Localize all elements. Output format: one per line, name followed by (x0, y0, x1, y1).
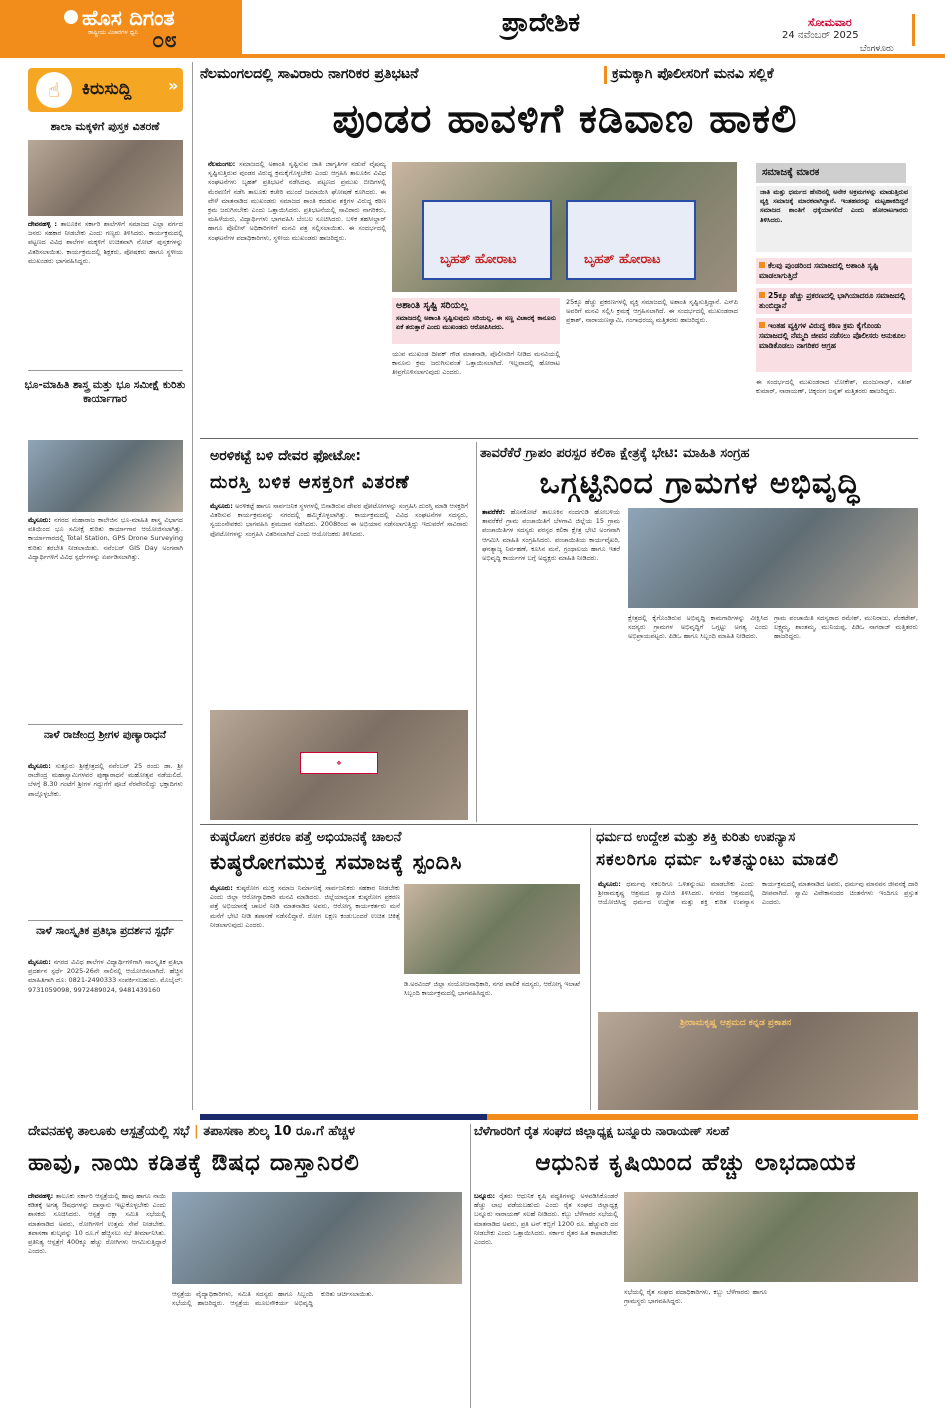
lead-dateline: ನೆಲಮಂಗಲ: (208, 160, 236, 168)
dharma-body (598, 880, 918, 1006)
kicker-separator: | (193, 1124, 199, 1139)
dharma-kicker: ಧರ್ಮದ ಉದ್ದೇಶ ಮತ್ತು ಶಕ್ತಿ ಕುರಿತು ಉಪನ್ಯಾಸ (596, 830, 796, 845)
dharma-dateline: ಮೈಸೂರು: (598, 880, 621, 888)
dharma-text: ಧರ್ಮವು ಸಕಲರಿಗೂ ಒಳಿತನ್ನುಂಟು ಮಾಡಬೇಕು ಎಂದು ಶ್ರೀರಾಮಕೃಷ್ಣ ಆಶ್ರಮದ ಸ್ವಾಮೀಜಿ ತಿಳಿಸಿದರು. ನಗರದ ಆಶ್ರಮದಲ್ಲಿ ಆಯೋಜಿಸಿದ್ದ ಧರ್ಮದ ಉದ್ದೇಶ ಮತ್ತು ಶಕ್ತಿ ಕುರಿತ ಉಪನ್ಯಾಸ ಕಾರ್ಯಕ್ರಮದಲ್ಲಿ ಮಾತನಾಡಿದ ಅವರು, ಧರ್ಮವು ಮಾನವನ ಜೀವನಕ್ಕೆ ದಾರಿ ದೀಪವಾಗಿದೆ. ಸ್ವಾಮಿ ವಿವೇಕಾನಂದರ ಚಿಂತನೆಗಳು ಇಂದಿಗೂ ಪ್ರಸ್ತುತ ಎಂದರು. (598, 880, 918, 907)
protest-banner-2 (566, 200, 696, 280)
lead-headline: ಪುಂಡರ ಹಾವಳಿಗೆ ಕಡಿವಾಣ ಹಾಕಲಿ (332, 96, 798, 142)
left-story-1-dateline: ದೇವನಹಳ್ಳಿ : (28, 220, 57, 228)
samaj-bullet-2: 25ಕ್ಕೂ ಹೆಚ್ಚು ಪ್ರಕರಣದಲ್ಲಿ ಭಾಗಿಯಾದರೂ ಸಮಾಜದಲ್ಲಿ ತುಂಬಿದ್ದಾನೆ (756, 288, 912, 314)
arali-body (210, 502, 468, 704)
left-story-4-dateline: ಮೈಸೂರು: (28, 958, 51, 966)
devanahalli-headline: ಹಾವು, ನಾಯಿ ಕಡಿತಕ್ಕೆ ಔಷಧ ದಾಸ್ತಾನಿರಲಿ (28, 1150, 360, 1176)
registration-marks-left (92, 1410, 124, 1419)
protest-banner-1-text: ಬೃಹತ್ ಹೋರಾಟ (440, 252, 517, 267)
column-rule (470, 1124, 471, 1408)
lead-text-1: ಸಮಾಜದಲ್ಲಿ ಅಶಾಂತಿ ಸೃಷ್ಟಿಸುವ ಜಾತಿ ಜಾಗೃತಿಗಳ ನಡುವೆ ವೈಷಮ್ಯ ಸೃಷ್ಟಿಸುತ್ತಿರುವ ಪುಂಡರ ವಿರುದ್ಧ ಕ್ರಮಕೈಗೊಳ್ಳಬೇಕು ಎಂದು ಆಗ್ರಹಿಸಿ ತಾಲೂಕಿನ ವಿವಿಧ ಸಂಘಟನೆಗಳು ಬೃಹತ್ ಪ್ರತಿಭಟನೆ ನಡೆಸಿದವು. ಪಟ್ಟಣದ ಪ್ರಮುಖ ಬೀದಿಗಳಲ್ಲಿ ಮೆರವಣಿಗೆ ನಡೆಸಿ ತಾಲೂಕು ಕಚೇರಿ ಮುಂದೆ ಜಮಾಯಿಸಿ ಘೋಷಣೆ ಕೂಗಿದರು. ಈ ವೇಳೆ ಮಾತನಾಡಿದ ಮುಖಂಡರು ಸಮಾಜದ ಶಾಂತಿ ಕದಡುವ ಶಕ್ತಿಗಳ ವಿರುದ್ಧ ಕಠಿಣ ಕ್ರಮ ಜರುಗಿಸಬೇಕು ಎಂದು ಒತ್ತಾಯಿಸಿದರು. (208, 160, 386, 215)
devanahalli-kicker (28, 1124, 468, 1139)
masthead-tagline: ರಾಷ್ಟ್ರೀಯ ವಿಚಾರಗಳ ಧ್ವನಿ (88, 29, 139, 36)
lead-text-2: ಪ್ರತಿಭಟನೆಯಲ್ಲಿ ಸಾವಿರಾರು ನಾಗರಿಕರು, ಮಹಿಳೆಯರು, ವಿದ್ಯಾರ್ಥಿಗಳು ಭಾಗವಹಿಸಿ ಬೆಂಬಲ ಸೂಚಿಸಿದರು. ಬಳಿಕ ತಹಸೀಲ್ದಾರ್ ಹಾಗೂ ಪೊಲೀಸ್ ಅಧಿಕಾರಿಗಳಿಗೆ ಮನವಿ ಪತ್ರ ಸಲ್ಲಿಸಲಾಯಿತು. ಈ ಸಂದರ್ಭದಲ್ಲಿ ಸಂಘಟನೆಗಳ ಪದಾಧಿಕಾರಿಗಳು, ಸ್ಥಳೀಯ ಮುಖಂಡರು ಹಾಜರಿದ್ದರು. (208, 206, 386, 242)
arali-kicker: ಅರಳಿಕಟ್ಟೆ ಬಳಿ ದೇವರ ಫೋಟೋ: (210, 448, 362, 464)
kushta-text: ಕುಷ್ಠರೋಗ ಮುಕ್ತ ಸಮಾಜ ನಿರ್ಮಾಣಕ್ಕೆ ಸಾರ್ವಜನಿಕರು ಸಹಕಾರ ನೀಡಬೇಕು ಎಂದು ಜಿಲ್ಲಾ ಆರೋಗ್ಯಾಧಿಕಾರಿ ಮನವಿ ಮಾಡಿದರು. ಜಿಲ್ಲೆಯಾದ್ಯಂತ ಕುಷ್ಠರೋಗ ಪ್ರಕರಣ ಪತ್ತೆ ಅಭಿಯಾನಕ್ಕೆ ಚಾಲನೆ ನೀಡಿ ಮಾತನಾಡಿದ ಅವರು, ಆರೋಗ್ಯ ಕಾರ್ಯಕರ್ತರು ಮನೆ ಮನೆಗೆ ಭೇಟಿ ನೀಡಿ ತಪಾಸಣೆ ನಡೆಸಲಿದ್ದಾರೆ. ರೋಗ ಲಕ್ಷಣ ಕಂಡುಬಂದರೆ ಉಚಿತ ಚಿಕಿತ್ಸೆ ನೀಡಲಾಗುವುದು ಎಂದರು. (210, 884, 400, 929)
devanahalli-kicker-2: ತಪಾಸಣಾ ಶುಲ್ಕ 10 ರೂ.ಗೆ ಹೆಚ್ಚಳ (203, 1124, 355, 1139)
kushta-text-2: ಡಿ.ಅರವಿಂದ್ ಜಿಲ್ಲಾ ಸಂಯೋಜನಾಧಿಕಾರಿ, ನಗರ ಪಾಲಿಕೆ ಸದಸ್ಯರು, ಆರೋಗ್ಯ ಇಲಾಖೆ ಸಿಬ್ಬಂದಿ ಕಾರ್ಯಕ್ರಮದಲ್ಲಿ ಭಾಗವಹಿಸಿದ್ದರು. (404, 980, 580, 998)
tavare-text-3: ಗ್ರಾಮ ಪಂಚಾಯಿತಿ ಸದಸ್ಯರಾದ ರಮೇಶ್, ಮುನಿರಾಜು, ವೆಂಕಟೇಶ್, ಲಕ್ಷ್ಮಮ್ಮ, ಶಾಂತಮ್ಮ, ಮುನಿಯಪ್ಪ, ಪಿಡಿಒ ನಾಗರಾಜ್ ಮತ್ತಿತರರು ಹಾಜರಿದ್ದರು. (774, 614, 918, 641)
left-story-2-photo (28, 440, 183, 512)
pull-quote-text: ಸಮಾಜದಲ್ಲಿ ಅಶಾಂತಿ ಸೃಷ್ಟಿಸುವುದು ಸರಿಯಲ್ಲ. ಈ ಸಣ್ಣ ವಿಚಾರಕ್ಕೆ ಕಾನೂನು ಏಕೆ ತರುತ್ತಾರೆ ಎಂದು ಮುಖಂಡರು ಆರೋಪಿಸಿದರು. (396, 314, 556, 332)
krishi-dateline: ಬನ್ನೂರು: (474, 1192, 496, 1200)
tavare-dateline: ತಾವರೆಕೆರೆ: (482, 508, 506, 516)
dharma-headline: ಸಕಲರಿಗೂ ಧರ್ಮ ಒಳಿತನ್ನುಂಟು ಮಾಡಲಿ (596, 850, 840, 870)
krishi-photo (624, 1192, 918, 1282)
left-story-4-body (28, 958, 183, 1108)
samaj-bullet-3: ಇಂತಹ ವ್ಯಕ್ತಿಗಳ ವಿರುದ್ಧ ಕಠಿಣ ಕ್ರಮ ಕೈಗೊಂಡು ಸಮಾಜದಲ್ಲಿ ನೆಮ್ಮದಿ ಜೀವನ ನಡೆಸಲು ಪೊಲೀಸರು ಅನುಕೂಲ ಮಾಡಿಕೊಡಲು ನಾಗರಿಕರ ಆಗ್ರಹ (756, 318, 912, 372)
krishi-headline: ಆಧುನಿಕ ಕೃಷಿಯಿಂದ ಹೆಚ್ಚು ಲಾಭದಾಯಕ (535, 1150, 857, 1176)
kushta-kicker: ಕುಷ್ಠರೋಗ ಪ್ರಕರಣ ಪತ್ತೆ ಅಭಿಯಾನಕ್ಕೆ ಚಾಲನೆ (210, 830, 402, 845)
arali-text: ಅರಳಿಕಟ್ಟೆ ಹಾಗೂ ಸಾರ್ವಜನಿಕ ಸ್ಥಳಗಳಲ್ಲಿ ಬಿಸಾಡಿರುವ ದೇವರ ಫೋಟೋಗಳನ್ನು ಸಂಗ್ರಹಿಸಿ ದುರಸ್ತಿ ಮಾಡಿ ಆಸಕ್ತರಿಗೆ ವಿತರಿಸುವ ಕಾರ್ಯಕ್ರಮವನ್ನು ನಗರದಲ್ಲಿ ಹಮ್ಮಿಕೊಳ್ಳಲಾಗಿತ್ತು. ಕಾರ್ಯಕ್ರಮದಲ್ಲಿ ವಿವಿಧ ಸಂಘಟನೆಗಳ ಸದಸ್ಯರು, ಸ್ವಯಂಸೇವಕರು ಭಾಗವಹಿಸಿ ಶ್ರಮದಾನ ನಡೆಸಿದರು. 2008ರಿಂದ ಈ ಅಭಿಯಾನ ನಡೆಸಲಾಗುತ್ತಿದ್ದು ಇದುವರೆಗೆ ಸಾವಿರಾರು ಫೋಟೋಗಳನ್ನು ಸಂಗ್ರಹಿಸಿ ವಿತರಿಸಲಾಗಿದೆ ಎಂದು ಆಯೋಜಕರು ತಿಳಿಸಿದರು. (210, 502, 468, 538)
tavare-photo (628, 508, 918, 608)
left-story-3-body (28, 762, 183, 916)
pull-quote-title: ಅಶಾಂತಿ ಸೃಷ್ಟಿ ಸರಿಯಲ್ಲ (396, 300, 469, 311)
section-band (200, 1114, 918, 1120)
hand-point-icon: ☝ (36, 72, 72, 108)
issue-date: 24 ನವೆಂಬರ್ 2025 (782, 30, 859, 41)
kushta-dateline: ಮೈಸೂರು: (210, 884, 233, 892)
samaj-box-text: ಜಾತಿ ಮತ್ತು ಧರ್ಮದ ಹೆಸರಿನಲ್ಲಿ ಅನೇಕ ಅಕ್ರಮಗಳನ್ನು ಮಾಡುತ್ತಿರುವ ವ್ಯಕ್ತಿ ಸಮಾಜಕ್ಕೆ ಮಾರಕವಾಗಿದ್ದಾನೆ. ಇಂತಹವರನ್ನು ಮಟ್ಟಹಾಕದಿದ್ದರೆ ಸಮಾಜದ ಶಾಂತಿಗೆ ಧಕ್ಕೆಯಾಗಲಿದೆ ಎಂದು ಹೋರಾಟಗಾರರು ತಿಳಿಸಿದರು. (756, 186, 912, 252)
kushta-body (210, 884, 400, 1110)
krishi-text-2: ಸಭೆಯಲ್ಲಿ ರೈತ ಸಂಘದ ಪದಾಧಿಕಾರಿಗಳು, ಕಬ್ಬು ಬೆಳೆಗಾರರು ಹಾಗೂ ಗ್ರಾಮಸ್ಥರು ಭಾಗವಹಿಸಿದ್ದರು. (624, 1288, 767, 1306)
left-story-1-text: ತಾಲೂಕಿನ ಸರ್ಕಾರಿ ಶಾಲೆಗಳಿಗೆ ಸಮಾಜದ ಎಲ್ಲಾ ವರ್ಗದ ಜನರು ಸಹಕಾರ ನೀಡಬೇಕು ಎಂದು ಗಣ್ಯರು ತಿಳಿಸಿದರು. ಕಾರ್ಯಕ್ರಮದಲ್ಲಿ ಪಟ್ಟಣದ ವಿವಿಧ ಶಾಲೆಗಳ ಮಕ್ಕಳಿಗೆ ಉಚಿತವಾಗಿ ನೋಟ್ ಪುಸ್ತಕಗಳನ್ನು ವಿತರಿಸಲಾಯಿತು. ಕಾರ್ಯಕ್ರಮದಲ್ಲಿ ಶಿಕ್ಷಕರು, ಪೋಷಕರು ಹಾಗೂ ಸ್ಥಳೀಯ ಮುಖಂಡರು ಭಾಗವಹಿಸಿದ್ದರು. (28, 220, 183, 265)
samaj-bullet-1: ಕೆಲವು ಪುಂಡರಿಂದ ಸಮಾಜದಲ್ಲಿ ಅಶಾಂತಿ ಸೃಷ್ಟಿ ಮಾಡಲಾಗುತ್ತಿದೆ (756, 258, 912, 284)
registration-marks-right (840, 1410, 872, 1419)
arali-headline: ದುರಸ್ತಿ ಬಳಿಕ ಆಸಕ್ತರಿಗೆ ವಿತರಣೆ (210, 472, 410, 493)
issue-city: ಬೆಂಗಳೂರು (860, 44, 894, 54)
left-story-3-title: ನಾಳೆ ರಾಜೇಂದ್ರ ಶ್ರೀಗಳ ಪುಣ್ಯಾರಾಧನೆ (43, 729, 167, 741)
chevron-right-icon: » (168, 76, 179, 95)
lead-story-body-1 (208, 160, 386, 430)
left-story-2-title: ಭೂ-ಮಾಹಿತಿ ಶಾಸ್ತ್ರ ಮತ್ತು ಭೂ ಸಮೀಕ್ಷೆ ಕುರಿತು ಕಾರ್ಯಾಗಾರ (24, 379, 186, 405)
date-rule (912, 14, 915, 46)
devanahalli-kicker-1: ದೇವನಹಳ್ಳಿ ತಾಲೂಕು ಆಸ್ಪತ್ರೆಯಲ್ಲಿ ಸಭೆ (28, 1124, 190, 1139)
dharma-photo-banner: ಶ್ರೀರಾಮಕೃಷ್ಣ ಆಶ್ರಮದ ಕನ್ನಡ ಪ್ರಕಾಶನ (680, 1018, 792, 1028)
left-story-2-body (28, 516, 183, 720)
protest-banner-1 (422, 200, 552, 280)
krishi-body (474, 1192, 618, 1404)
lead-kicker-1: ನೆಲಮಂಗಲದಲ್ಲಿ ಸಾವಿರಾರು ನಾಗರಿಕರ ಪ್ರತಿಭಟನೆ (200, 66, 419, 82)
kicker-rule (604, 66, 607, 84)
page-number: ೦೮ (152, 28, 177, 53)
lead-kicker-2: ಕ್ರಮಕ್ಕಾಗಿ ಪೊಲೀಸರಿಗೆ ಮನವಿ ಸಲ್ಲಿಕೆ (612, 66, 774, 82)
samaj-tail: ಈ ಸಂದರ್ಭದಲ್ಲಿ ಮುಖಂಡರಾದ ಲೋಕೇಶ್, ಮಂಜುನಾಥ್, ಸತೀಶ್ ಕುಮಾರ್, ನಾರಾಯಣ್, ಚಿಕ್ಕರಂಗ ಜನ್ನತ್ ಮತ್ತಿತರರು ಹಾಜರಿದ್ದರು. (756, 378, 912, 396)
kiru-suddi-label: ಕಿರುಸುದ್ದಿ (82, 79, 132, 99)
lead-text-4: 25ಕ್ಕೂ ಹೆಚ್ಚು ಪ್ರಕರಣಗಳಲ್ಲಿ ವ್ಯಕ್ತಿ ಸಮಾಜದಲ್ಲಿ ಅಶಾಂತಿ ಸೃಷ್ಟಿಸುತ್ತಿದ್ದಾನೆ. ಎಸ್‌ಪಿ ಅವರಿಗೆ ಮನವಿ ಸಲ್ಲಿಸಿ ಕ್ರಮಕ್ಕೆ ಆಗ್ರಹಿಸಲಾಗಿದೆ. ಈ ಸಂದರ್ಭದಲ್ಲಿ ಮುಖಂಡರಾದ ಪ್ರಕಾಶ್, ನಾರಾಯಣಸ್ವಾಮಿ, ಗಂಗಾಧರಯ್ಯ ಮತ್ತಿತರರು ಹಾಜರಿದ್ದರು. (566, 298, 738, 325)
arali-dateline: ಮೈಸೂರು: (210, 502, 233, 510)
tavare-body (482, 508, 620, 818)
column-rule (192, 62, 193, 1110)
protest-banner-2-text: ಬೃಹತ್ ಹೋರಾಟ (584, 252, 661, 267)
divider (28, 920, 183, 921)
tavare-kicker: ತಾವರೆಕೆರೆ ಗ್ರಾಪಂ ಪರಸ್ಪರ ಕಲಿಕಾ ಕ್ಷೇತ್ರಕ್ಕೆ ಭೇಟಿ: ಮಾಹಿತಿ ಸಂಗ್ರಹ (480, 446, 750, 461)
devanahalli-photo (172, 1192, 462, 1284)
registration-marks-mid2 (592, 1410, 624, 1419)
left-story-4-title: ನಾಳೆ ಸಾಂಸ್ಕೃತಿಕ ಪ್ರತಿಭಾ ಪ್ರದರ್ಶನ ಸ್ಪರ್ಧೆ (36, 925, 174, 937)
kushta-photo (404, 884, 580, 974)
masthead-logo: ಹೊಸ ದಿಗಂತ (82, 6, 175, 30)
left-story-3-dateline: ಮೈಸೂರು: (28, 762, 51, 770)
left-story-2-text: ನಗರದ ಮಹಾರಾಜ ಕಾಲೇಜಿನ ಭೂ-ಮಾಹಿತಿ ಶಾಸ್ತ್ರ ವಿಭಾಗದ ವತಿಯಿಂದ ಭೂ ಸಮೀಕ್ಷೆ ಕುರಿತು ಕಾರ್ಯಾಗಾರ ಆಯೋಜಿಸಲಾಗಿತ್ತು. ಕಾರ್ಯಾಗಾರದಲ್ಲಿ Total Station, GPS Drone Surveying ಕುರಿತು ತರಬೇತಿ ನೀಡಲಾಯಿತು. ನವೆಂಬರ್ GIS Day ಅಂಗವಾಗಿ ವಿದ್ಯಾರ್ಥಿಗಳಿಗೆ ವಿವಿಧ ಸ್ಪರ್ಧೆಗಳನ್ನು ಏರ್ಪಡಿಸಲಾಗಿತ್ತು. (28, 516, 183, 561)
divider (28, 724, 183, 725)
masthead-rule (0, 54, 945, 58)
logo-emblem-icon (64, 10, 78, 24)
column-rule (590, 828, 591, 1110)
tavare-text-2: ಕ್ಷೇತ್ರದಲ್ಲಿ ಕೈಗೊಂಡಿರುವ ಅಭಿವೃದ್ಧಿ ಕಾಮಗಾರಿಗಳನ್ನು ವೀಕ್ಷಿಸಿದ ಸದಸ್ಯರು ಗ್ರಾಮಗಳ ಅಭಿವೃದ್ಧಿಗೆ ಒಗ್ಗಟ್ಟು ಅಗತ್ಯ ಎಂದು ಅಭಿಪ್ರಾಯಪಟ್ಟರು. ಪಿಡಿಒ ಹಾಗೂ ಸಿಬ್ಬಂದಿ ಮಾಹಿತಿ ನೀಡಿದರು. (628, 614, 768, 641)
devanahalli-text: ತಾಲೂಕು ಸರ್ಕಾರಿ ಆಸ್ಪತ್ರೆಯಲ್ಲಿ ಹಾವು ಹಾಗೂ ನಾಯಿ ಕಡಿತಕ್ಕೆ ಅಗತ್ಯ ಔಷಧಗಳನ್ನು ದಾಸ್ತಾನು ಇಟ್ಟುಕೊಳ್ಳಬೇಕು ಎಂದು ಶಾಸಕರು ಸೂಚಿಸಿದರು. ಆಸ್ಪತ್ರೆ ರಕ್ಷಾ ಸಮಿತಿ ಸಭೆಯಲ್ಲಿ ಮಾತನಾಡಿದ ಅವರು, ರೋಗಿಗಳಿಗೆ ಉತ್ತಮ ಸೇವೆ ನೀಡಬೇಕು. ತಪಾಸಣಾ ಶುಲ್ಕವನ್ನು 10 ರೂ.ಗೆ ಹೆಚ್ಚಿಸಲು ಸಭೆ ತೀರ್ಮಾನಿಸಿತು. ಪ್ರತಿನಿತ್ಯ ಆಸ್ಪತ್ರೆಗೆ 400ಕ್ಕೂ ಹೆಚ್ಚು ರೋಗಿಗಳು ಆಗಮಿಸುತ್ತಿದ್ದಾರೆ ಎಂದರು. (28, 1192, 166, 1256)
divider (200, 824, 918, 825)
devanahalli-dateline: ದೇವನಹಳ್ಳಿ: (28, 1192, 54, 1200)
tavare-headline: ಒಗ್ಗಟ್ಟಿನಿಂದ ಗ್ರಾಮಗಳ ಅಭಿವೃದ್ಧಿ (539, 466, 861, 501)
left-story-3-text: ಸುತ್ತೂರು ಶ್ರೀಕ್ಷೇತ್ರದಲ್ಲಿ ನವೆಂಬರ್ 25 ರಂದು ಡಾ. ಶ್ರೀ ರಾಜೇಂದ್ರ ಮಹಾಸ್ವಾಮಿಗಳವರ ಪುಣ್ಯಾರಾಧನೆ ಮಹೋತ್ಸವ ನಡೆಯಲಿದೆ. ಬೆಳಗ್ಗೆ 8.30 ಗಂಟೆಗೆ ಶ್ರೀಗಳ ಗದ್ದುಗೆಗೆ ಪೂಜೆ ನೆರವೇರಲಿದ್ದು ಭಕ್ತಾದಿಗಳು ಪಾಲ್ಗೊಳ್ಳಬೇಕು. (28, 762, 183, 798)
samaj-box-title: ಸಮಾಜಕ್ಕೆ ಮಾರಕ (756, 163, 906, 183)
section-title: ಪ್ರಾದೇಶಿಕ (501, 8, 581, 38)
krishi-text: ರೈತರು ಆಧುನಿಕ ಕೃಷಿ ಪದ್ಧತಿಗಳನ್ನು ಅಳವಡಿಸಿಕೊಂಡರೆ ಹೆಚ್ಚು ಲಾಭ ಪಡೆಯಬಹುದು ಎಂದು ರೈತ ಸಂಘದ ಜಿಲ್ಲಾಧ್ಯಕ್ಷ ಬನ್ನೂರು ನಾರಾಯಣ್ ಸಲಹೆ ನೀಡಿದರು. ಕಬ್ಬು ಬೆಳೆಗಾರರ ಸಭೆಯಲ್ಲಿ ಮಾತನಾಡಿದ ಅವರು, ಪ್ರತಿ ಟನ್ ಕಬ್ಬಿಗೆ 1200 ರೂ. ಹೆಚ್ಚುವರಿ ದರ ನೀಡಬೇಕು ಎಂದು ಒತ್ತಾಯಿಸಿದರು. ಸರ್ಕಾರ ರೈತರ ಹಿತ ಕಾಪಾಡಬೇಕು ಎಂದರು. (474, 1192, 618, 1247)
issue-day: ಸೋಮವಾರ (808, 16, 852, 29)
kushta-headline: ಕುಷ್ಠರೋಗಮುಕ್ತ ಸಮಾಜಕ್ಕೆ ಸ್ಪಂದಿಸಿ (210, 850, 463, 874)
left-story-1-body (28, 220, 183, 366)
devanahalli-body (28, 1192, 166, 1404)
registration-marks-mid (330, 1410, 362, 1419)
tavare-text: ಹೊಸಕೋಟೆ ತಾಲೂಕಿನ ನಂದಗುಡಿ ಹೋಬಳಿಯ ತಾವರೆಕೆರೆ ಗ್ರಾಮ ಪಂಚಾಯಿತಿಗೆ ಬೆಳಗಾವಿ ಜಿಲ್ಲೆಯ 15 ಗ್ರಾಮ ಪಂಚಾಯಿತಿಗಳ ಸದಸ್ಯರು ಪರಸ್ಪರ ಕಲಿಕಾ ಕ್ಷೇತ್ರ ಭೇಟಿ ಅಂಗವಾಗಿ ಆಗಮಿಸಿ ಮಾಹಿತಿ ಸಂಗ್ರಹಿಸಿದರು. ಪಂಚಾಯಿತಿಯ ಕಾರ್ಯವೈಖರಿ, ಘನತ್ಯಾಜ್ಯ ನಿರ್ವಹಣೆ, ಕೂಸಿನ ಮನೆ, ಗ್ರಂಥಾಲಯ ಹಾಗೂ ಇತರೆ ಅಭಿವೃದ್ಧಿ ಕಾರ್ಯಗಳ ಬಗ್ಗೆ ಅಧ್ಯಕ್ಷರು ಮಾಹಿತಿ ನೀಡಿದರು. (482, 508, 620, 563)
column-rule (476, 442, 477, 822)
krishi-kicker: ಬೆಳೆಗಾರರಿಗೆ ರೈತ ಸಂಘದ ಜಿಲ್ಲಾಧ್ಯಕ್ಷ ಬನ್ನೂರು ನಾರಾಯಣ್ ಸಲಹೆ (474, 1124, 730, 1138)
divider (28, 370, 183, 371)
left-story-1-title: ಶಾಲಾ ಮಕ್ಕಳಿಗೆ ಪುಸ್ತಕ ವಿತರಣೆ (50, 120, 160, 133)
left-story-1-photo (28, 140, 183, 216)
left-story-2-dateline: ಮೈಸೂರು: (28, 516, 51, 524)
devanahalli-text-2: ಆಸ್ಪತ್ರೆಯ ವೈದ್ಯಾಧಿಕಾರಿಗಳು, ಸಮಿತಿ ಸದಸ್ಯರು ಹಾಗೂ ಸಿಬ್ಬಂದಿ ಸಭೆಯಲ್ಲಿ ಹಾಜರಿದ್ದರು. ಆಸ್ಪತ್ರೆಯ ಮೂಲಸೌಕರ್ಯ ಅಭಿವೃದ್ಧಿ ಕುರಿತು ಚರ್ಚಿಸಲಾಯಿತು. (172, 1290, 374, 1308)
arali-banner-icon: ❖ (300, 752, 378, 774)
left-story-4-text: ನಗರದ ವಿವಿಧ ಶಾಲೆಗಳ ವಿದ್ಯಾರ್ಥಿಗಳಿಗಾಗಿ ಸಾಂಸ್ಕೃತಿಕ ಪ್ರತಿಭಾ ಪ್ರದರ್ಶನ ಸ್ಪರ್ಧೆ 2025-26ನೇ ಸಾಲಿನಲ್ಲಿ ಆಯೋಜಿಸಲಾಗಿದೆ. ಹೆಚ್ಚಿನ ಮಾಹಿತಿಗಾಗಿ ದೂ: 0821-2490333 ಸಂಪರ್ಕಿಸಬಹುದು. ಮೊಬೈಲ್: 9731059098, 9972489024, 9481439160 (28, 958, 183, 994)
divider (200, 438, 918, 439)
lead-text-3: ಯುವ ಮುಖಂಡ ದೀಪಕ್ ಗೌಡ ಮಾತನಾಡಿ, ಪೊಲೀಸರಿಗೆ ನೀಡಿದ ಮನವಿಯಲ್ಲಿ ಕಾನೂನು ಕ್ರಮ ಜರುಗಿಸುವಂತೆ ಒತ್ತಾಯಿಸಲಾಗಿದೆ. ಇಲ್ಲವಾದಲ್ಲಿ ಹೋರಾಟ ತೀವ್ರಗೊಳಿಸಲಾಗುವುದು ಎಂದರು. (392, 350, 560, 377)
